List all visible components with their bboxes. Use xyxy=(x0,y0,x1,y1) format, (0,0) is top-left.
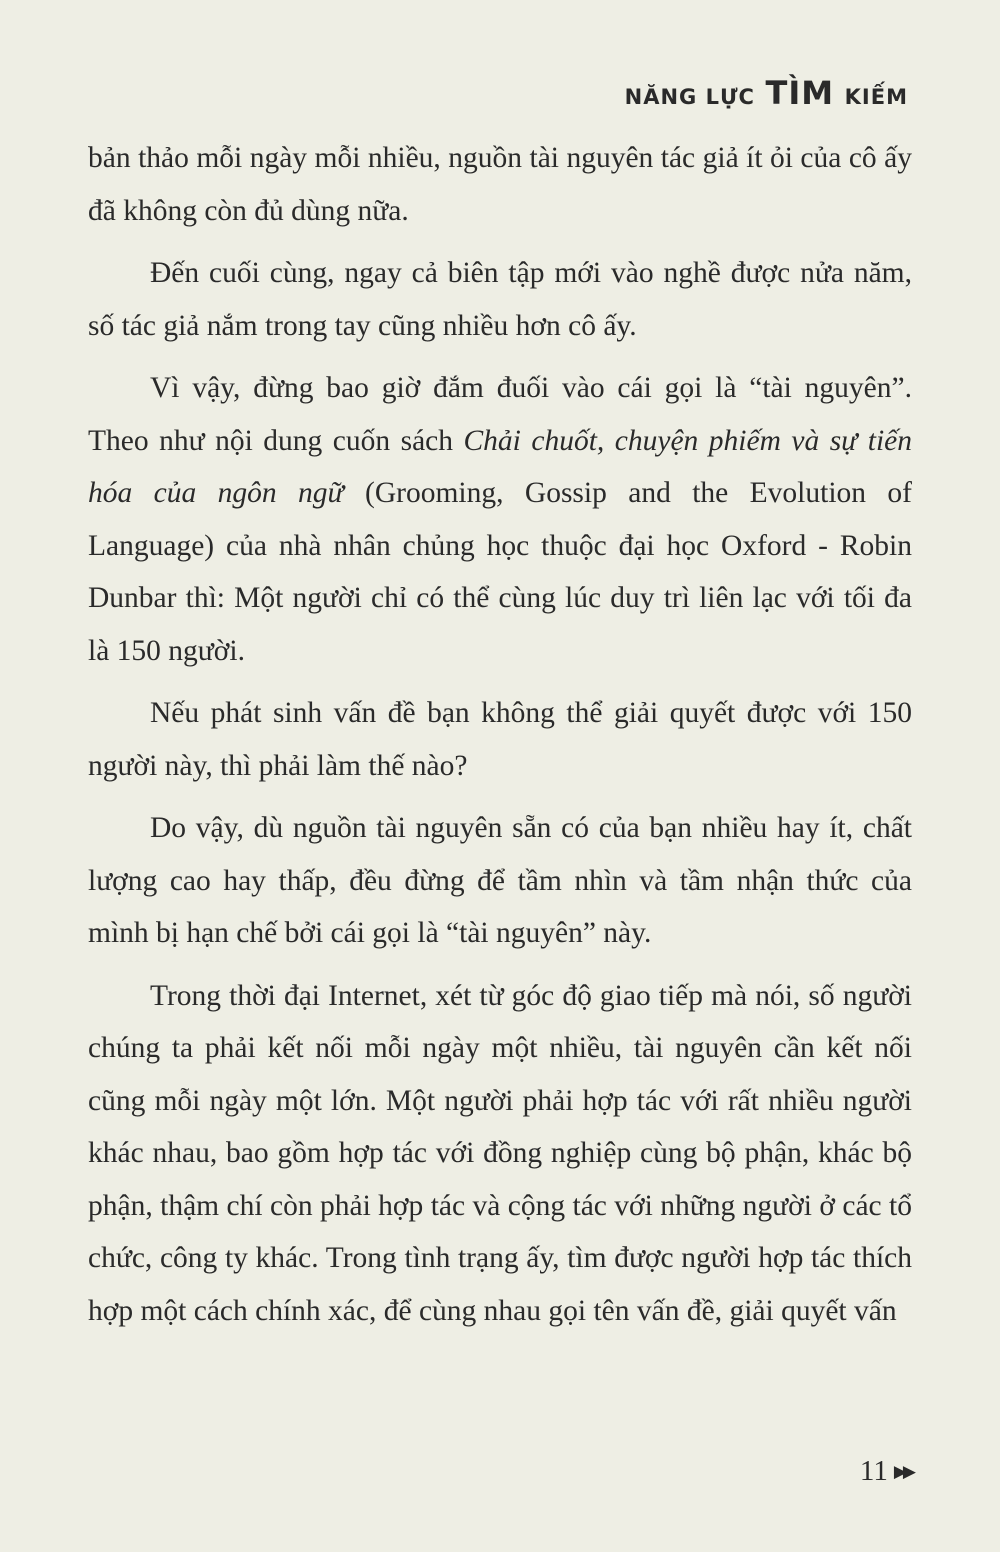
paragraph-4: Nếu phát sinh vấn đề bạn không thể giải quyết được với 150 người này, thì phải làm thế nào? xyxy=(88,697,912,782)
next-arrow-icon: ▶▶ xyxy=(893,1462,912,1482)
book-title-italic: Chải chuốt, chuyện phiếm và sự tiến hóa của ngôn ngữ xyxy=(88,424,912,509)
header-word-kiem: KIẾM xyxy=(844,85,908,109)
paragraph-1: bản thảo mỗi ngày mỗi nhiều, nguồn tài nguyên tác giả ít ỏi của cô ấy đã không còn đủ dùng nữa. xyxy=(88,142,912,227)
paragraph-3-text-c: (Grooming, Gossip and the Evolution of Language) của nhà nhân chủng học thuộc đại học Oxford - Robin Dunbar thì: Một người chỉ có thể cùng lúc duy trì liên lạc với tối đa là 150 người. xyxy=(88,477,912,667)
page-number: 11 xyxy=(859,1455,888,1487)
page-footer xyxy=(860,1455,912,1488)
paragraph-2: Đến cuối cùng, ngay cả biên tập mới vào nghề được nửa năm, số tác giả nắm trong tay cũng nhiều hơn cô ấy. xyxy=(88,257,912,342)
paragraph-5: Do vậy, dù nguồn tài nguyên sẵn có của bạn nhiều hay ít, chất lượng cao hay thấp, đều đừng để tầm nhìn và tầm nhận thức của mình bị hạn chế bởi cái gọi là “tài nguyên” này. xyxy=(88,812,912,949)
paragraph-3 xyxy=(88,362,912,677)
body-text xyxy=(88,132,912,1347)
paragraph-6: Trong thời đại Internet, xét từ góc độ giao tiếp mà nói, số người chúng ta phải kết nối mỗi ngày một nhiều, tài nguyên cần kết nối cũng mỗi ngày một lớn. Một người phải hợp tác với rất nhiều người khác nhau, bao gồm hợp tác với đồng nghiệp cùng bộ phận, khác bộ phận, thậm chí còn phải hợp tác và cộng tác với những người ở các tổ chức, công ty khác. Trong tình trạng ấy, tìm được người hợp tác thích hợp một cách chính xác, để cùng nhau gọi tên vấn đề, giải quyết vấn xyxy=(88,979,912,1327)
header-word-nang-luc: NĂNG LỰC xyxy=(624,85,755,109)
paragraph-3-text-a: Vì vậy, đừng bao giờ đắm đuối vào cái gọi là “tài nguyên”. Theo như nội dung cuốn sách xyxy=(88,372,912,457)
running-header xyxy=(625,74,908,112)
header-word-tim: TÌM xyxy=(765,74,835,112)
